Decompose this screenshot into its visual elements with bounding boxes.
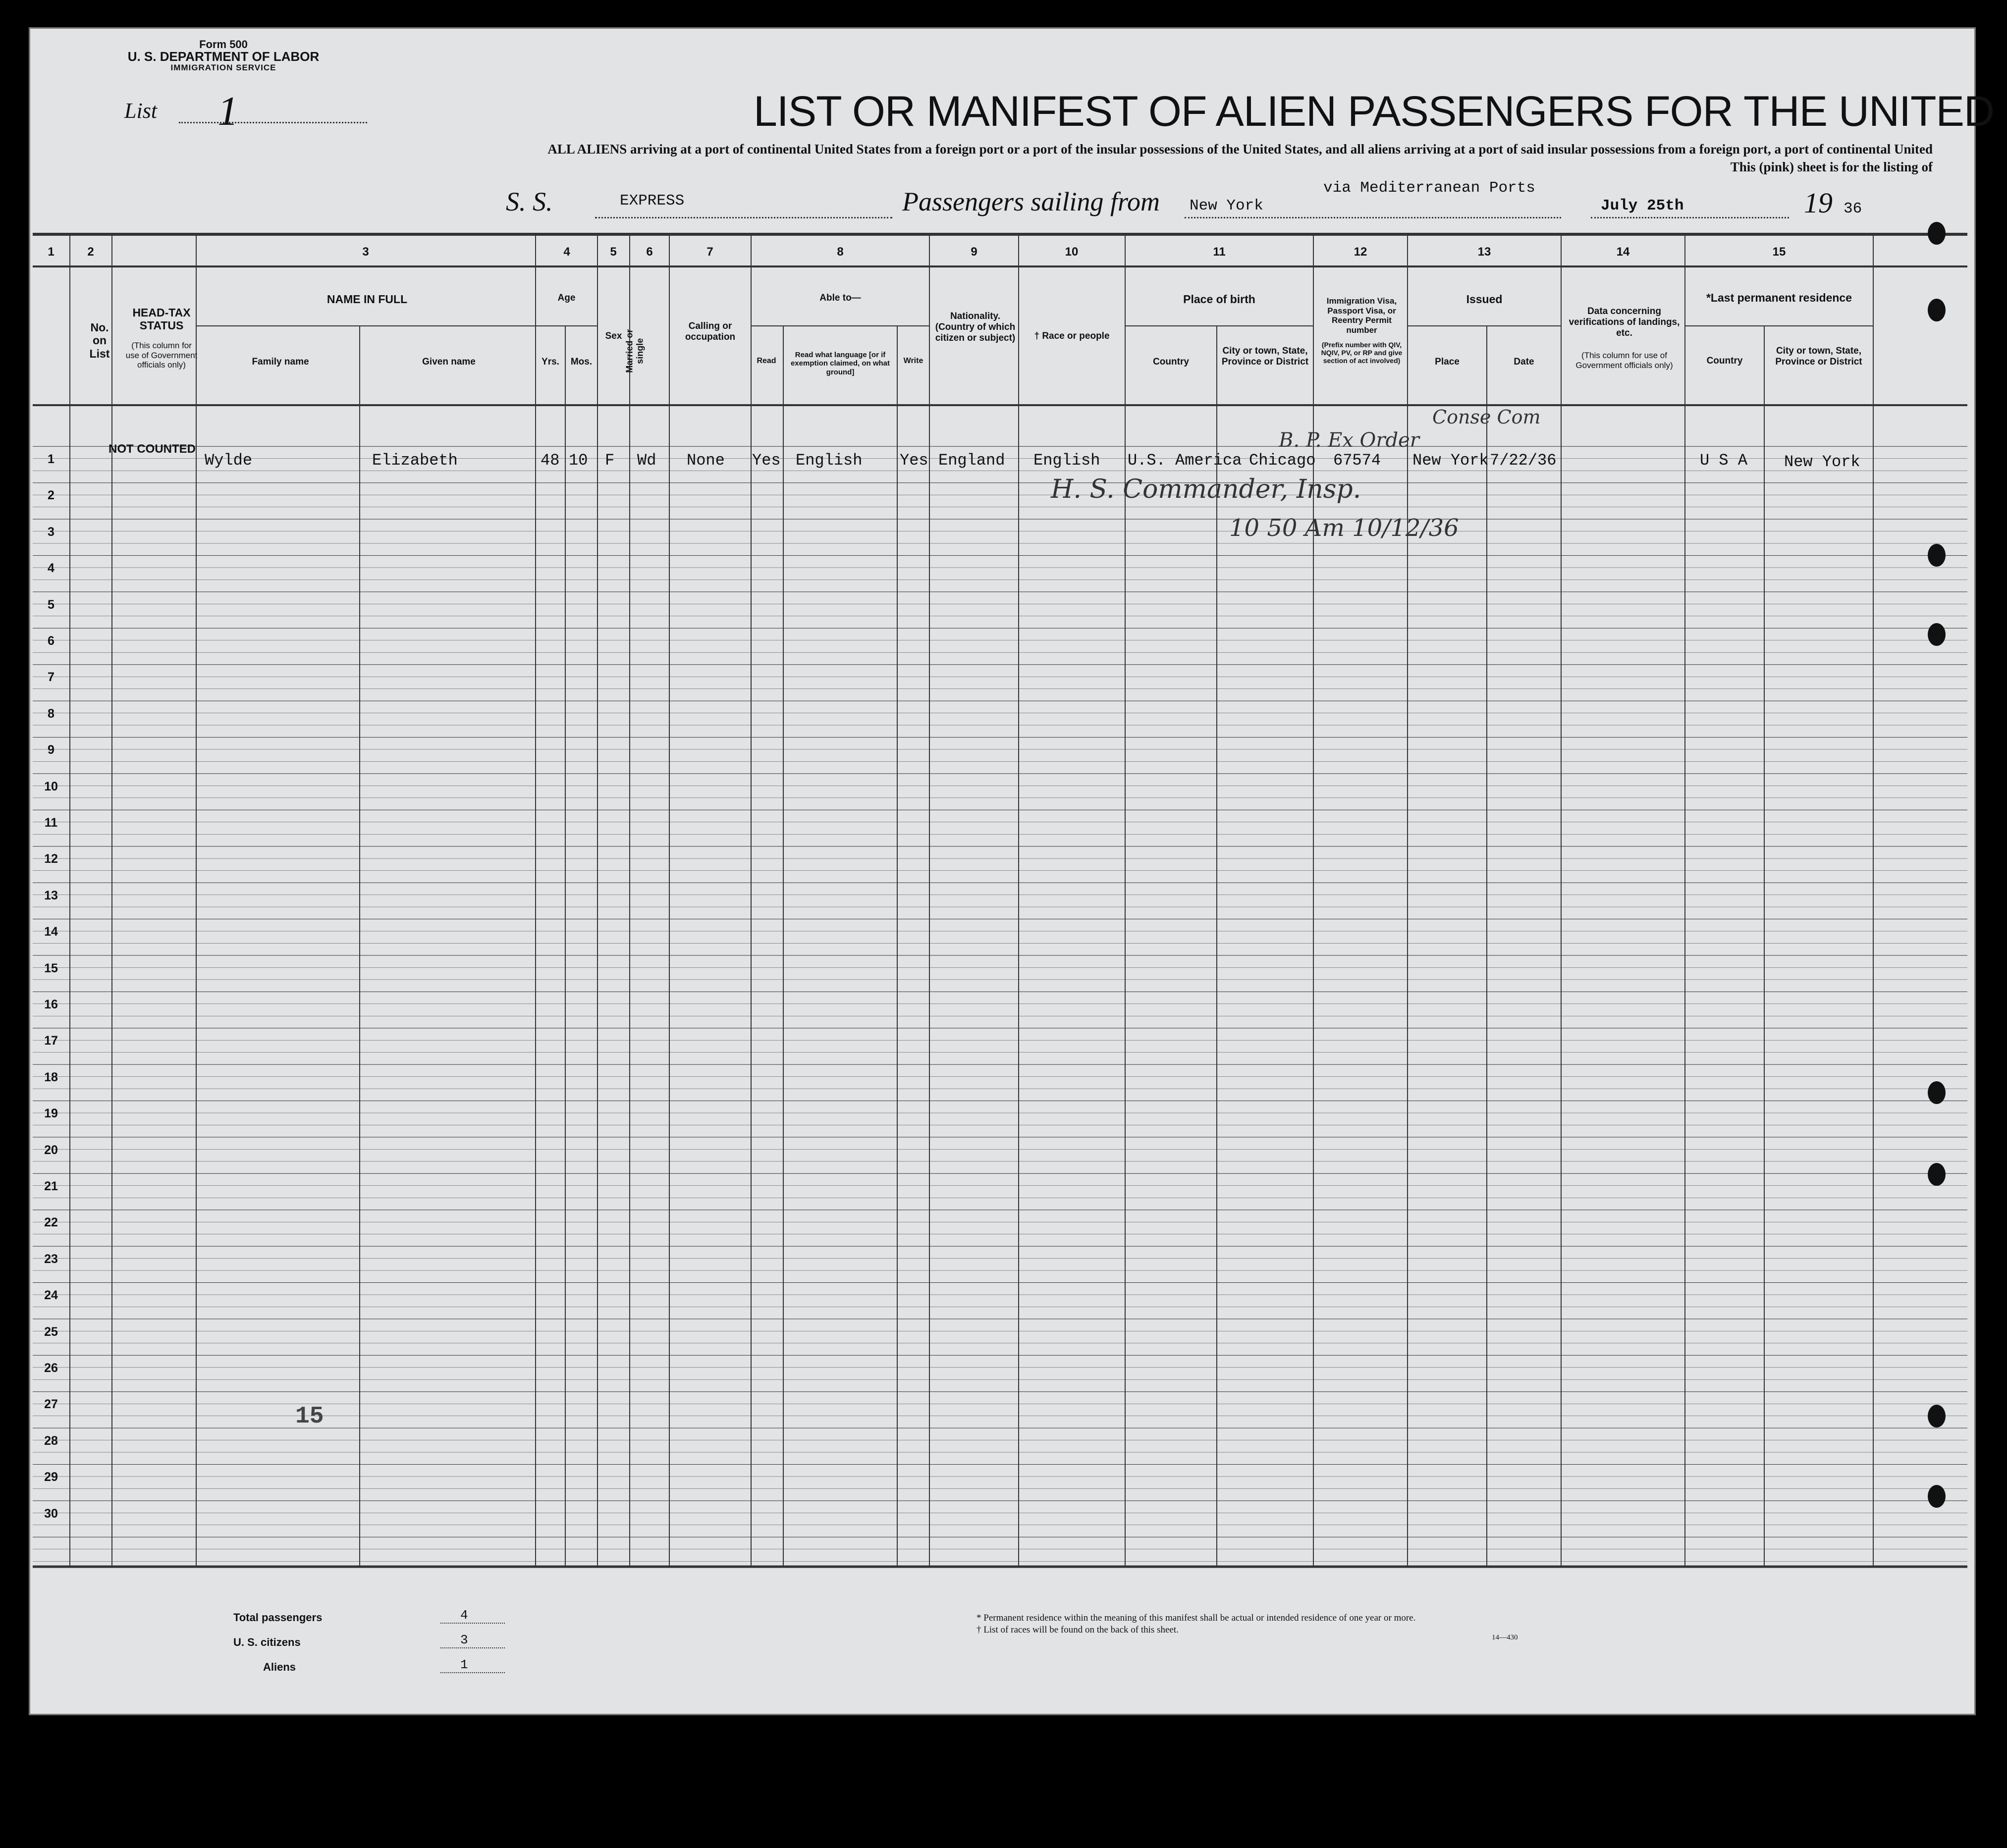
row-number-label: 11 <box>44 816 58 830</box>
header-place-of-birth: Place of birth <box>1183 293 1255 306</box>
column-number-label: 15 <box>1772 245 1786 259</box>
ship-name: EXPRESS <box>620 192 685 210</box>
header-mos: Mos. <box>570 357 593 367</box>
list-underline <box>179 122 367 123</box>
cell-family-name: Wylde <box>205 451 253 470</box>
row-number-label: 9 <box>48 743 54 757</box>
column-number-label: 7 <box>706 245 713 259</box>
column-number-label: 5 <box>610 245 617 259</box>
cell-age-yrs: 48 <box>541 451 560 470</box>
service-name: IMMIGRATION SERVICE <box>170 63 276 73</box>
row-number-label: 29 <box>44 1470 58 1484</box>
row-number-label: 13 <box>44 888 58 902</box>
department-name: U. S. DEPARTMENT OF LABOR <box>127 49 320 64</box>
column-number-label: 11 <box>1213 245 1226 259</box>
header-calling: Calling or occupation <box>685 321 736 342</box>
column-number-label: 12 <box>1354 245 1367 259</box>
header-visa-note: (Prefix number with QIV, NQIV, PV, or RP and give section of act involved) <box>1321 341 1403 365</box>
column-number-label: 1 <box>48 245 54 259</box>
sailing-date: July 25th <box>1601 197 1684 214</box>
row-number-label: 10 <box>44 779 58 793</box>
total-passengers-value: 4 <box>460 1608 468 1623</box>
column-number-label: 2 <box>87 245 94 259</box>
binder-hole <box>1928 623 1946 646</box>
header-verifications: Data concerning verifications of landings, etc. <box>1569 306 1680 338</box>
header-issued-place: Place <box>1435 357 1460 367</box>
row-number-label: 21 <box>44 1179 58 1193</box>
header-race: † Race or people <box>1034 331 1110 341</box>
header-pob-country: Country <box>1153 357 1189 367</box>
us-citizens-line <box>440 1647 505 1648</box>
row-number-label: 27 <box>44 1397 58 1412</box>
binder-hole <box>1928 1485 1946 1508</box>
row-number-label: 4 <box>48 561 54 576</box>
header-name-in-full: NAME IN FULL <box>326 293 408 306</box>
binder-hole <box>1928 1163 1946 1186</box>
header-age: Age <box>557 293 576 303</box>
cell-pob-country: U.S. America <box>1128 451 1242 470</box>
row-number-label: 15 <box>44 961 58 975</box>
column-number-label: 6 <box>646 245 653 259</box>
aliens-label: Aliens <box>263 1661 296 1673</box>
aliens-value: 1 <box>460 1657 468 1672</box>
date-underline <box>1591 217 1789 218</box>
binder-hole <box>1928 544 1946 567</box>
row-number-label: 17 <box>44 1034 58 1048</box>
row-number-label: 19 <box>44 1107 58 1121</box>
cell-issued-date: 7/22/36 <box>1490 451 1557 470</box>
row-number-label: 12 <box>44 852 58 866</box>
header-visa: Immigration Visa, Passport Visa, or Reentry Permit number <box>1326 296 1397 335</box>
binder-hole <box>1928 1081 1946 1104</box>
cell-lr-country: U S A <box>1700 451 1748 470</box>
manifest-sheet <box>29 27 1995 1715</box>
header-issued-date: Date <box>1514 357 1534 367</box>
year-prefix: 19 <box>1804 187 1833 219</box>
row-number-label: 5 <box>48 597 54 612</box>
row-number-label: 30 <box>44 1506 58 1521</box>
cell-lr-city: New York <box>1784 453 1860 471</box>
row-number-label: 3 <box>48 525 54 539</box>
subtitle-line-2: This (pink) sheet is for the listing of <box>1730 159 1933 174</box>
ship-underline <box>595 217 892 218</box>
cell-read: Yes <box>752 451 781 470</box>
cell-nationality: England <box>938 451 1005 470</box>
column-number-label: 10 <box>1065 245 1079 259</box>
row-number-label: 23 <box>44 1252 58 1266</box>
column-number-label: 9 <box>971 245 977 259</box>
row-number-label: 24 <box>44 1288 58 1303</box>
handwritten-inspector: H. S. Commander, Insp. <box>1051 475 1361 504</box>
list-number: 1 <box>217 88 238 134</box>
header-lr-country: Country <box>1706 356 1743 366</box>
header-verifications-note: (This column for use of Government officials only) <box>1575 351 1673 370</box>
ss-label: S. S. <box>506 187 553 216</box>
header-married: Married or single <box>624 329 645 373</box>
year-suffix: 36 <box>1844 200 1862 217</box>
port-underline <box>1185 217 1561 218</box>
header-yrs: Yrs. <box>542 357 559 367</box>
row-number-label: 7 <box>48 670 54 685</box>
us-citizens-label: U. S. citizens <box>233 1636 301 1648</box>
row-number-label: 18 <box>44 1070 58 1084</box>
cell-language: English <box>796 451 863 470</box>
stamp-number: 15 <box>295 1403 324 1430</box>
header-head-tax: HEAD-TAX STATUS <box>132 306 191 332</box>
header-issued: Issued <box>1466 293 1503 306</box>
subtitle-line-1: ALL ALIENS arriving at a port of continental United States from a foreign port or a port of the insular possessions of the United States, and all aliens arriving at a port of said insular possessions from a foreign port, a port of continental United <box>547 142 1933 157</box>
header-read-what: Read what language [or if exemption claimed, on what ground] <box>790 351 890 376</box>
cell-sex: F <box>605 451 615 470</box>
column-number-label: 14 <box>1616 245 1630 259</box>
row-number-label: 2 <box>48 488 54 503</box>
aliens-line <box>440 1672 505 1673</box>
cell-race: English <box>1033 451 1100 470</box>
handwritten-annotation-1: B. P. Ex Order <box>1279 429 1419 452</box>
binder-hole <box>1928 222 1946 245</box>
cell-married: Wd <box>637 451 656 470</box>
row-number-label: 16 <box>44 998 58 1011</box>
binder-hole <box>1928 1405 1946 1427</box>
cell-write: Yes <box>900 451 928 470</box>
header-no-on-list: No. on List <box>89 321 110 360</box>
sailing-label: Passengers sailing from <box>902 187 1160 216</box>
row-number-label: 1 <box>48 452 54 466</box>
column-number-label: 8 <box>837 245 844 259</box>
table-grid <box>30 29 1977 1717</box>
header-family-name: Family name <box>252 357 309 367</box>
cell-occupation: None <box>687 451 725 470</box>
column-number-label: 4 <box>563 245 570 259</box>
row-number-label: 22 <box>44 1215 58 1230</box>
form-code: 14—430 <box>1492 1634 1518 1641</box>
column-number-label: 3 <box>362 245 369 259</box>
header-able-to: Able to— <box>819 293 861 303</box>
cell-pob-city: Chicago <box>1249 451 1316 470</box>
us-citizens-value: 3 <box>460 1633 468 1647</box>
header-sex: Sex <box>605 331 622 341</box>
cell-age-mos: 10 <box>569 451 588 470</box>
form-header-block <box>114 39 332 72</box>
column-number-label: 13 <box>1477 245 1491 259</box>
total-passengers-label: Total passengers <box>233 1611 323 1624</box>
row-number-label: 25 <box>44 1324 58 1339</box>
footnote-races: † List of races will be found on the back of this sheet. <box>976 1625 1179 1635</box>
header-write: Write <box>903 357 923 365</box>
header-head-tax-note: (This column for use of Government officials only) <box>125 341 198 370</box>
via-ports: via Mediterranean Ports <box>1323 179 1535 197</box>
header-given-name: Given name <box>422 357 476 367</box>
handwritten-annotation-2: Conse Com <box>1432 406 1541 428</box>
cell-given-name: Elizabeth <box>372 451 458 470</box>
row-number-label: 26 <box>44 1361 58 1375</box>
header-pob-city: City or town, State, Province or District <box>1221 346 1309 367</box>
total-passengers-line <box>440 1623 505 1624</box>
page-title: LIST OR MANIFEST OF ALIEN PASSENGERS FOR THE UNITED <box>754 88 1995 135</box>
departure-port: New York <box>1190 197 1263 214</box>
row-number-label: 14 <box>44 925 58 939</box>
header-read: Read <box>757 357 776 365</box>
header-lr-city: City or town, State, Province or District <box>1775 346 1862 367</box>
row-number-label: 6 <box>48 634 54 648</box>
form-number: Form 500 <box>199 38 248 51</box>
footnote-residence: * Permanent residence within the meaning of this manifest shall be actual or intended residence of one year or more. <box>976 1613 1416 1623</box>
cell-issued-place: New York <box>1412 451 1489 470</box>
row-number-label: 20 <box>44 1143 58 1157</box>
row-number-label: 8 <box>48 706 54 721</box>
handwritten-timestamp: 10 50 Am 10/12/36 <box>1229 514 1459 542</box>
header-last-residence: *Last permanent residence <box>1706 291 1852 304</box>
cell-visa-number: 67574 <box>1333 451 1381 470</box>
row-number-label: 28 <box>44 1433 58 1448</box>
header-nationality: Nationality. (Country of which citizen or subject) <box>935 311 1016 343</box>
list-label: List <box>124 99 158 123</box>
cell-head-tax: NOT COUNTED <box>108 442 196 456</box>
binder-hole <box>1928 299 1946 321</box>
